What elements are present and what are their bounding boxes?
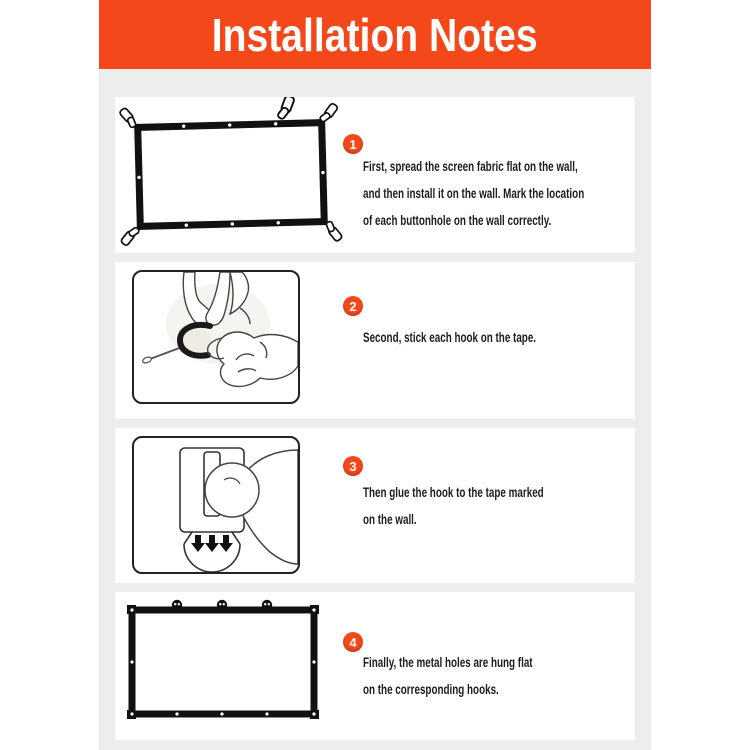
text-line: on the corresponding hooks. xyxy=(363,682,499,697)
projection-screen-frame xyxy=(117,97,344,248)
step-number: 4 xyxy=(349,634,357,650)
step-2-section xyxy=(115,262,635,419)
screen-fabric-with-hooks-illustration xyxy=(115,97,345,253)
hook-pin-icon xyxy=(118,107,139,129)
finger-pressing-hook-illustration xyxy=(132,436,300,574)
hook-pin-icon xyxy=(323,219,344,242)
step-number: 1 xyxy=(349,136,357,152)
text-line: First, spread the screen fabric flat on the wall, xyxy=(363,159,578,174)
instruction-page xyxy=(99,0,651,750)
step-3-text xyxy=(363,479,544,533)
projection-screen-frame xyxy=(132,610,314,714)
step-4-text xyxy=(363,649,533,703)
down-arrows xyxy=(191,535,233,552)
text-line: and then install it on the wall. Mark the location xyxy=(363,186,585,201)
step-2-badge xyxy=(343,296,363,316)
hook-pin-icon xyxy=(120,224,141,247)
text-line: Finally, the metal holes are hung flat xyxy=(363,655,533,670)
hook-pin-icon xyxy=(276,97,295,121)
step-4-badge xyxy=(343,632,363,652)
step-3-badge xyxy=(343,456,363,476)
screen-hung-on-hooks-illustration xyxy=(115,592,345,740)
needle-pin xyxy=(142,347,182,364)
step-1-text xyxy=(363,153,584,234)
text-line: of each buttonhole on the wall correctly. xyxy=(363,213,552,228)
step-3-section xyxy=(115,428,635,583)
step-4-section xyxy=(115,592,635,740)
step-number: 3 xyxy=(349,458,357,474)
lower-hand xyxy=(208,332,298,386)
step-1-badge xyxy=(343,134,363,154)
text-line: Second, stick each hook on the tape. xyxy=(363,330,537,345)
hook-pin-icon xyxy=(318,102,338,125)
step-2-text xyxy=(363,324,536,351)
hands-sticking-hook-illustration xyxy=(132,270,300,404)
page-title: Installation Notes xyxy=(212,8,538,61)
header-banner xyxy=(99,0,651,69)
text-line: Then glue the hook to the tape marked xyxy=(363,485,544,500)
text-line: on the wall. xyxy=(363,512,417,527)
step-number: 2 xyxy=(349,298,357,314)
step-1-section xyxy=(115,97,635,253)
